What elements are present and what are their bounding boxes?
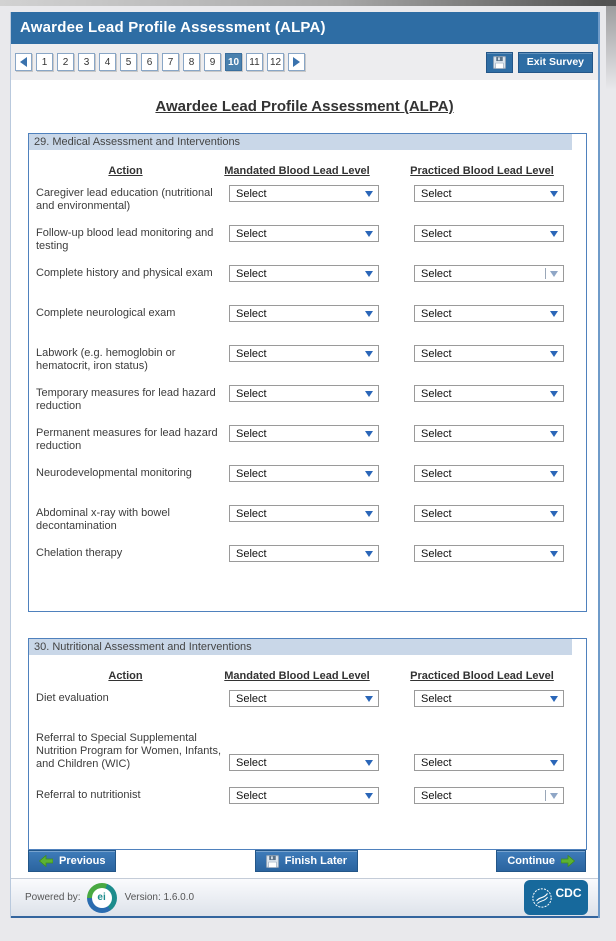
- table-row: [36, 545, 586, 576]
- chevron-down-icon: [365, 431, 373, 437]
- mandated-select[interactable]: [229, 545, 379, 562]
- select-value: Select: [421, 427, 452, 440]
- table-row: [36, 265, 586, 296]
- chevron-down-icon: [550, 351, 558, 357]
- table-row: [36, 787, 586, 818]
- page-button-5[interactable]: 5: [120, 53, 137, 71]
- page-button-2[interactable]: 2: [57, 53, 74, 71]
- table-row: [36, 690, 586, 721]
- continue-label: Continue: [507, 855, 555, 867]
- continue-button[interactable]: [496, 850, 586, 872]
- select-value: Select: [421, 507, 452, 520]
- select-value: Select: [421, 387, 452, 400]
- column-header-mandated: Mandated Blood Lead Level: [224, 670, 370, 682]
- table-row: [36, 425, 586, 456]
- previous-label: Previous: [59, 855, 106, 867]
- page-button-9[interactable]: 9: [204, 53, 221, 71]
- window-title: Awardee Lead Profile Assessment (ALPA): [11, 12, 598, 44]
- mandated-select[interactable]: [229, 787, 379, 804]
- practiced-select[interactable]: [414, 787, 564, 804]
- action-label: Diet evaluation: [36, 692, 109, 704]
- action-label: Caregiver lead education (nutritional and environmental): [36, 187, 213, 212]
- section-title: 29. Medical Assessment and Interventions: [29, 134, 572, 150]
- page-button-1[interactable]: 1: [36, 53, 53, 71]
- select-value: Select: [421, 307, 452, 320]
- column-header-mandated: Mandated Blood Lead Level: [224, 165, 370, 177]
- select-value: Select: [421, 756, 452, 769]
- select-value: Select: [236, 692, 267, 705]
- table-row: [36, 345, 586, 376]
- mandated-select[interactable]: [229, 305, 379, 322]
- chevron-down-icon: [550, 551, 558, 557]
- chevron-down-icon: [365, 551, 373, 557]
- practiced-select[interactable]: [414, 345, 564, 362]
- cdc-logo: [524, 880, 588, 915]
- next-page-button[interactable]: [288, 53, 305, 71]
- dropdown-separator: [545, 790, 546, 801]
- chevron-down-icon: [550, 391, 558, 397]
- select-value: Select: [236, 547, 267, 560]
- action-label: Complete history and physical exam: [36, 267, 213, 279]
- cdc-label: CDC: [555, 885, 582, 900]
- column-header-practiced: Practiced Blood Lead Level: [410, 670, 554, 682]
- section-medical-assessment: [28, 133, 587, 612]
- select-value: Select: [421, 547, 452, 560]
- practiced-select[interactable]: [414, 754, 564, 771]
- select-value: Select: [236, 756, 267, 769]
- select-value: Select: [421, 467, 452, 480]
- table-row: [36, 385, 586, 416]
- ei-logo: ei: [87, 883, 117, 913]
- arrow-left-icon: [39, 855, 53, 867]
- column-headers: [29, 670, 586, 682]
- select-value: Select: [421, 789, 452, 802]
- page-button-8[interactable]: 8: [183, 53, 200, 71]
- toolbar: [11, 44, 598, 80]
- survey-window: [10, 12, 600, 918]
- chevron-down-icon: [365, 471, 373, 477]
- chevron-down-icon: [550, 696, 558, 702]
- table-row: [36, 730, 586, 771]
- page-button-3[interactable]: 3: [78, 53, 95, 71]
- practiced-select[interactable]: [414, 185, 564, 202]
- column-header-action: Action: [108, 670, 143, 682]
- chevron-down-icon: [365, 191, 373, 197]
- table-row: [36, 305, 586, 336]
- table-row: [36, 465, 586, 496]
- footer: [11, 878, 598, 918]
- mandated-select[interactable]: [229, 345, 379, 362]
- practiced-select[interactable]: [414, 505, 564, 522]
- practiced-select[interactable]: [414, 225, 564, 242]
- select-value: Select: [236, 789, 267, 802]
- floppy-disk-icon: [266, 855, 279, 868]
- chevron-down-icon: [365, 351, 373, 357]
- page-button-6[interactable]: 6: [141, 53, 158, 71]
- mandated-select[interactable]: [229, 225, 379, 242]
- chevron-down-icon: [550, 431, 558, 437]
- dropdown-separator: [545, 268, 546, 279]
- triangle-left-icon: [20, 57, 27, 67]
- powered-by-label: Powered by:: [25, 892, 81, 903]
- save-button[interactable]: [486, 52, 513, 73]
- column-header-action: Action: [108, 165, 143, 177]
- column-headers: [29, 165, 586, 177]
- finish-later-button[interactable]: [255, 850, 358, 872]
- table-row: [36, 225, 586, 256]
- page-button-4[interactable]: 4: [99, 53, 116, 71]
- select-value: Select: [421, 267, 452, 280]
- mandated-select[interactable]: [229, 425, 379, 442]
- action-label: Temporary measures for lead hazard reduction: [36, 387, 216, 412]
- chevron-down-icon: [365, 760, 373, 766]
- table-row: [36, 185, 586, 216]
- table-row: [36, 505, 586, 536]
- chevron-down-icon: [365, 311, 373, 317]
- action-label: Abdominal x-ray with bowel decontamination: [36, 507, 170, 532]
- chevron-down-icon: [550, 471, 558, 477]
- page-button-12[interactable]: 12: [267, 53, 284, 71]
- chevron-down-icon: [550, 760, 558, 766]
- mandated-select[interactable]: [229, 265, 379, 282]
- page-button-10[interactable]: 10: [225, 53, 242, 71]
- practiced-select[interactable]: [414, 465, 564, 482]
- action-label: Referral to nutritionist: [36, 789, 141, 801]
- action-label: Permanent measures for lead hazard reduction: [36, 427, 218, 452]
- practiced-select[interactable]: [414, 690, 564, 707]
- bottom-navigation: [28, 850, 586, 872]
- triangle-right-icon: [293, 57, 300, 67]
- page-title: Awardee Lead Profile Assessment (ALPA): [155, 98, 454, 115]
- chevron-down-icon: [365, 231, 373, 237]
- previous-button[interactable]: [28, 850, 116, 872]
- select-value: Select: [236, 427, 267, 440]
- action-label: Labwork (e.g. hemoglobin or hematocrit, iron status): [36, 347, 176, 372]
- select-value: Select: [421, 347, 452, 360]
- practiced-select[interactable]: [414, 385, 564, 402]
- hhs-eagle-icon: [531, 886, 553, 910]
- practiced-select[interactable]: [414, 305, 564, 322]
- arrow-right-icon: [561, 855, 575, 867]
- chevron-down-icon: [550, 271, 558, 277]
- select-value: Select: [236, 347, 267, 360]
- action-label: Complete neurological exam: [36, 307, 176, 319]
- select-value: Select: [236, 267, 267, 280]
- select-value: Select: [421, 692, 452, 705]
- select-value: Select: [236, 227, 267, 240]
- mandated-select[interactable]: [229, 465, 379, 482]
- select-value: Select: [236, 307, 267, 320]
- mandated-select[interactable]: [229, 185, 379, 202]
- select-value: Select: [421, 187, 452, 200]
- select-value: Select: [236, 467, 267, 480]
- chevron-down-icon: [550, 793, 558, 799]
- chevron-down-icon: [550, 231, 558, 237]
- section-nutritional-assessment: [28, 638, 587, 850]
- exit-survey-button[interactable]: Exit Survey: [518, 52, 593, 73]
- chevron-down-icon: [550, 311, 558, 317]
- page-navigation: [15, 53, 309, 71]
- action-label: Referral to Special Supplemental Nutrition Program for Women, Infants, and Children (WIC): [36, 732, 222, 770]
- chevron-down-icon: [365, 511, 373, 517]
- version-label: Version: 1.6.0.0: [124, 892, 195, 903]
- practiced-select[interactable]: [414, 545, 564, 562]
- chevron-down-icon: [365, 793, 373, 799]
- action-label: Chelation therapy: [36, 547, 123, 559]
- toolbar-right: [486, 52, 593, 73]
- select-value: Select: [236, 507, 267, 520]
- chevron-down-icon: [365, 696, 373, 702]
- mandated-select[interactable]: [229, 505, 379, 522]
- page-button-11[interactable]: 11: [246, 53, 263, 71]
- mandated-select[interactable]: [229, 754, 379, 771]
- floppy-disk-icon: [493, 56, 506, 69]
- mandated-select[interactable]: [229, 690, 379, 707]
- select-value: Select: [236, 387, 267, 400]
- action-label: Follow-up blood lead monitoring and testing: [36, 227, 214, 252]
- finish-later-label: Finish Later: [284, 855, 348, 867]
- select-value: Select: [236, 187, 267, 200]
- chevron-down-icon: [550, 191, 558, 197]
- survey-content: [11, 80, 598, 878]
- prev-page-button[interactable]: [15, 53, 32, 71]
- page-button-7[interactable]: 7: [162, 53, 179, 71]
- chevron-down-icon: [550, 511, 558, 517]
- section-title: 30. Nutritional Assessment and Interventions: [29, 639, 572, 655]
- mandated-select[interactable]: [229, 385, 379, 402]
- practiced-select[interactable]: [414, 265, 564, 282]
- window-top-shadow: [0, 0, 616, 6]
- chevron-down-icon: [365, 391, 373, 397]
- chevron-down-icon: [365, 271, 373, 277]
- action-label: Neurodevelopmental monitoring: [36, 467, 192, 479]
- select-value: Select: [421, 227, 452, 240]
- window-right-shadow: [606, 0, 616, 90]
- column-header-practiced: Practiced Blood Lead Level: [410, 165, 554, 177]
- practiced-select[interactable]: [414, 425, 564, 442]
